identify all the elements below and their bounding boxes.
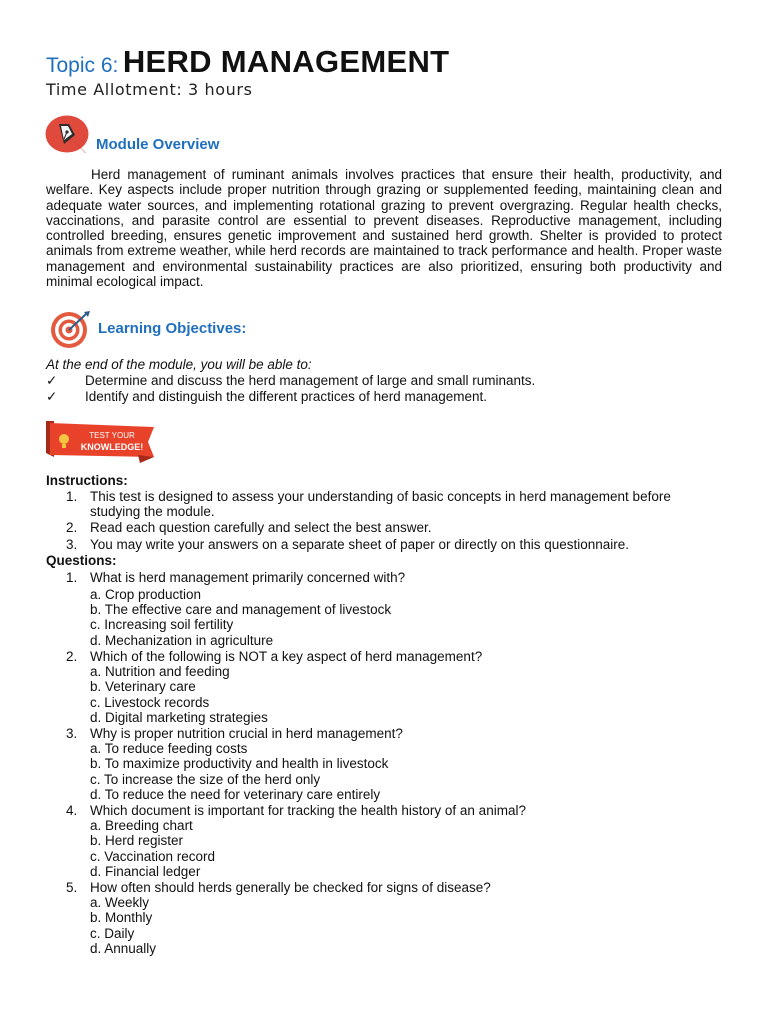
answer-choice[interactable]: c. Vaccination record: [90, 849, 216, 864]
questions-label: Questions:: [46, 553, 117, 568]
answer-choice[interactable]: c. Increasing soil fertility: [90, 617, 234, 632]
overview-paragraph: Herd management of ruminant animals involves practices that ensure their health, productivity, and welfare. Key aspects include proper nutrition through grazing or supplemented feeding, maintaining clean and adequate water sources, and implementing rotational grazing to prevent overgrazing. Regular health checks, vaccinations, and parasite control are essential to prevent diseases. Reproductive management, including controlled breeding, ensures genetic improvement and sustained herd growth. Shelter is provided to protect animals from extreme weather, while herd records are maintained to track performance and health. Proper waste management and environmental sustainability practices are also prioritized, ensuring both productivity and minimal ecological impact.: [46, 167, 722, 290]
answer-choice[interactable]: a. Nutrition and feeding: [90, 664, 230, 679]
answer-choice[interactable]: b. To maximize productivity and health in livestock: [90, 756, 389, 771]
target-icon: [46, 309, 92, 351]
badge-line1: TEST YOUR: [89, 431, 135, 440]
answer-choice[interactable]: b. Veterinary care: [90, 679, 196, 694]
question-item: 5. How often should herds generally be checked for signs of disease?: [66, 880, 491, 895]
module-overview-heading: Module Overview: [96, 136, 220, 153]
answer-choice[interactable]: d. Mechanization in agriculture: [90, 633, 274, 648]
time-allotment: Time Allotment: 3 hours: [46, 80, 253, 99]
question-item: 4. Which document is important for tracking the health history of an animal?: [66, 803, 526, 818]
learning-objectives-heading: Learning Objectives:: [98, 320, 247, 337]
answer-choice[interactable]: c. To increase the size of the herd only: [90, 772, 321, 787]
check-icon: ✓: [46, 373, 58, 388]
instruction-item: 2. Read each question carefully and select the best answer.: [66, 520, 432, 535]
pen-nib-icon: [45, 115, 89, 153]
question-item: 1. What is herd management primarily concerned with?: [66, 570, 406, 585]
badge-line2: KNOWLEDGE!: [80, 442, 144, 452]
answer-choice[interactable]: a. To reduce feeding costs: [90, 741, 248, 756]
topic-title: HERD MANAGEMENT: [122, 44, 450, 79]
test-your-knowledge-badge: [44, 419, 156, 465]
page-title: [46, 44, 449, 80]
answer-choice[interactable]: d. Annually: [90, 941, 157, 956]
objective-item: ✓ Determine and discuss the herd management of large and small ruminants.: [46, 373, 536, 388]
objective-item: ✓ Identify and distinguish the different practices of herd management.: [46, 389, 487, 404]
answer-choice[interactable]: a. Breeding chart: [90, 818, 193, 833]
answer-choice[interactable]: c. Livestock records: [90, 695, 210, 710]
answer-choice[interactable]: d. To reduce the need for veterinary care entirely: [90, 787, 381, 802]
answer-choice[interactable]: d. Digital marketing strategies: [90, 710, 268, 725]
instructions-label: Instructions:: [46, 473, 128, 488]
question-item: 3. Why is proper nutrition crucial in herd management?: [66, 726, 403, 741]
question-item: 2. Which of the following is NOT a key aspect of herd management?: [66, 649, 483, 664]
topic-prefix: Topic 6:: [46, 54, 119, 77]
instruction-item: 1. This test is designed to assess your understanding of basic concepts in herd management before studying the module.: [66, 489, 671, 520]
objectives-intro: At the end of the module, you will be able to:: [46, 357, 312, 372]
instruction-item: 3. You may write your answers on a separate sheet of paper or directly on this questionnaire.: [66, 537, 630, 552]
answer-choice[interactable]: b. Monthly: [90, 910, 153, 925]
check-icon: ✓: [46, 389, 58, 404]
answer-choice[interactable]: a. Crop production: [90, 587, 202, 602]
answer-choice[interactable]: c. Daily: [90, 926, 135, 941]
answer-choice[interactable]: b. Herd register: [90, 833, 184, 848]
answer-choice[interactable]: b. The effective care and management of livestock: [90, 602, 392, 617]
answer-choice[interactable]: d. Financial ledger: [90, 864, 201, 879]
answer-choice[interactable]: a. Weekly: [90, 895, 150, 910]
